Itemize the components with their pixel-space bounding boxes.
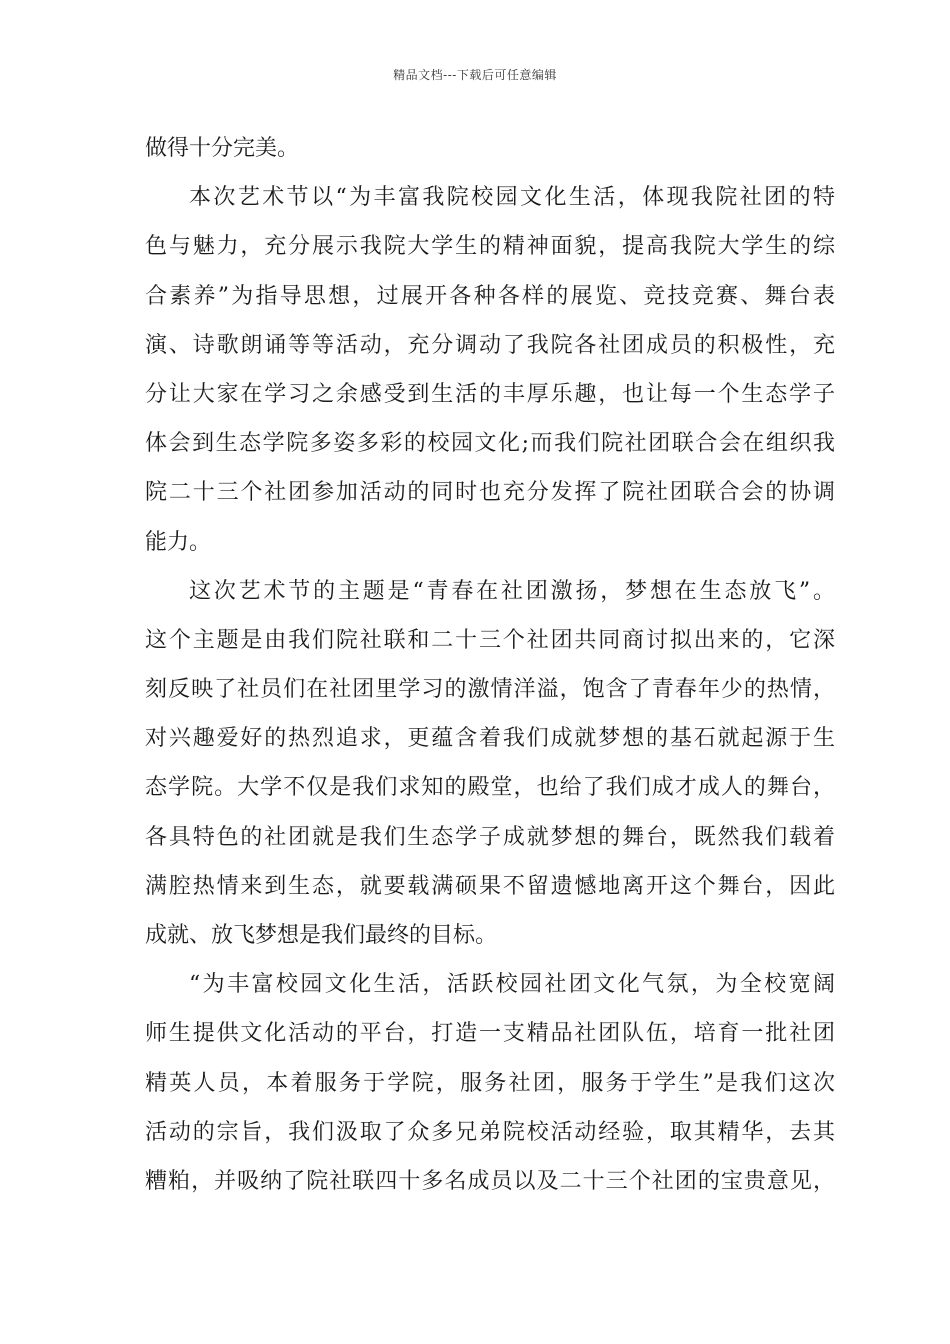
text-line: 精英人员，本着服务于学院，服务社团，服务于学生”是我们这次 [145, 1070, 835, 1096]
document-body [145, 131, 835, 1213]
text-line: 演、诗歌朗诵等等活动，充分调动了我院各社团成员的积极性，充 [145, 332, 835, 358]
text-line: 合素养”为指导思想，过展开各种各样的展览、竞技竞赛、舞台表 [145, 283, 835, 309]
page-header: 精品文档---下载后可任意编辑 [393, 68, 557, 82]
text-line: 活动的宗旨，我们汲取了众多兄弟院校活动经验，取其精华，去其 [145, 1119, 835, 1145]
text-line: 这个主题是由我们院社联和二十三个社团共同商讨拟出来的，它深 [145, 627, 835, 653]
paragraph-4 [145, 967, 835, 1213]
text-line: 满腔热情来到生态，就要载满硕果不留遗憾地离开这个舞台，因此 [145, 873, 835, 899]
text-line: 成就、放飞梦想是我们最终的目标。 [145, 923, 498, 948]
text-line: 刻反映了社员们在社团里学习的激情洋溢，饱含了青春年少的热情， [145, 677, 835, 703]
text-line: 院二十三个社团参加活动的同时也充分发挥了院社团联合会的协调 [145, 480, 835, 506]
text-line: 态学院。大学不仅是我们求知的殿堂，也给了我们成才成人的舞台， [145, 775, 835, 801]
text-line: 本次艺术节以“为丰富我院校园文化生活，体现我院社团的特 [189, 185, 835, 211]
text-line: 体会到生态学院多姿多彩的校园文化;而我们院社团联合会在组织我 [145, 431, 835, 457]
text-line: 分让大家在学习之余感受到生活的丰厚乐趣，也让每一个生态学子 [145, 381, 835, 407]
text-line: 糟粕，并吸纳了院社联四十多名成员以及二十三个社团的宝贵意见， [145, 1168, 835, 1194]
paragraph-1 [145, 131, 835, 180]
text-line: 师生提供文化活动的平台，打造一支精品社团队伍，培育一批社团 [145, 1021, 835, 1047]
text-line: “为丰富校园文化生活，活跃校园社团文化气氛，为全校宽阔 [189, 972, 835, 998]
text-line: 对兴趣爱好的热烈追求，更蕴含着我们成就梦想的基石就起源于生 [145, 726, 835, 752]
paragraph-3 [145, 574, 835, 968]
text-line: 色与魅力，充分展示我院大学生的精神面貌，提高我院大学生的综 [145, 234, 835, 260]
text-line: 各具特色的社团就是我们生态学子成就梦想的舞台，既然我们载着 [145, 824, 835, 850]
paragraph-2 [145, 180, 835, 574]
text-line: 做得十分完美。 [145, 136, 300, 161]
text-line: 这次艺术节的主题是“青春在社团激扬，梦想在生态放飞”。 [189, 578, 835, 604]
text-line: 能力。 [145, 529, 212, 555]
